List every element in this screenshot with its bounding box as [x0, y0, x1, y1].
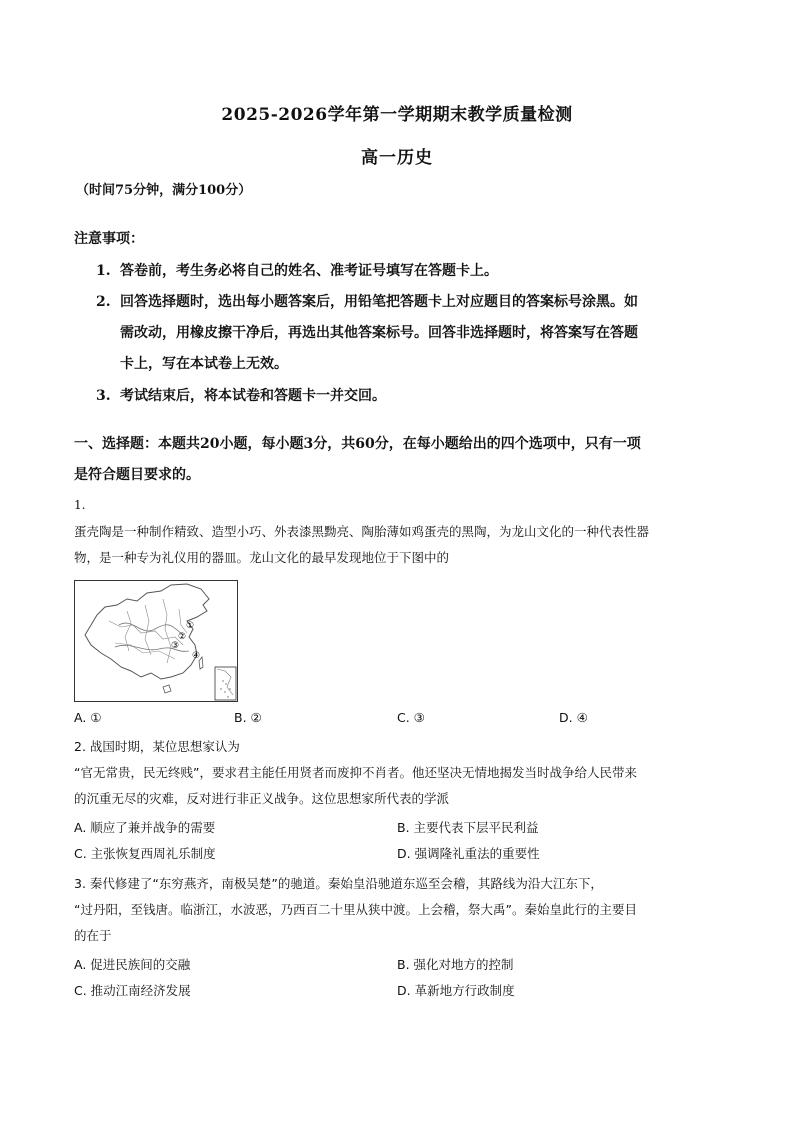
question-1-number: 1.	[74, 498, 86, 512]
option-c[interactable]: C. ③	[397, 710, 425, 725]
time-note: （时间75分钟，满分100分）	[76, 183, 252, 198]
question-stem-line: 的在于	[74, 928, 112, 943]
notice-item-text: 考试结束后，将本试卷和答题卡一并交回。	[120, 388, 386, 404]
section-heading-line2: 是符合题目要求的。	[74, 467, 200, 483]
option-b[interactable]: B. 强化对地方的控制	[397, 957, 514, 972]
notice-item-1	[96, 256, 720, 287]
notice-heading: 注意事项：	[74, 231, 144, 247]
notice-item-2	[96, 287, 720, 380]
question-stem-line: 物，是一种专为礼仪用的器皿。龙山文化的最早发现地位于下图中的	[74, 550, 450, 565]
notice-item-text-line2: 需改动，用橡皮擦干净后，再选出其他答案标号。回答非选择题时，将答案写在答题	[120, 325, 638, 341]
notice-item-text-line1: 回答选择题时，选出每小题答案后，用铅笔把答题卡上对应题目的答案标号涂黑。如	[120, 294, 638, 310]
question-stem-line: 蛋壳陶是一种制作精致、造型小巧、外表漆黑黝亮、陶胎薄如鸡蛋壳的黑陶，为龙山文化的一种代表性器	[74, 524, 650, 539]
question-3-stem	[74, 871, 720, 949]
option-c[interactable]: C. 主张恢复西周礼乐制度	[74, 846, 216, 861]
notice-item-text: 答卷前，考生务必将自己的姓名、准考证号填写在答题卡上。	[120, 263, 498, 279]
section-heading	[74, 429, 720, 491]
exam-subject: 高一历史	[361, 148, 433, 168]
question-stem-line: 的沉重无尽的灾难，反对进行非正义战争。这位思想家所代表的学派	[74, 791, 450, 806]
question-2-stem	[74, 734, 720, 812]
notice-item-3	[96, 381, 720, 412]
map-mark-2: ②	[178, 632, 187, 642]
exam-title: 2025-2026学年第一学期期末教学质量检测	[221, 105, 573, 125]
china-outline	[85, 584, 209, 679]
hainan-island	[163, 685, 171, 693]
china-map-graphic	[75, 581, 237, 701]
option-d[interactable]: D. 革新地方行政制度	[397, 983, 515, 998]
option-a[interactable]: A. ①	[74, 710, 102, 725]
option-d[interactable]: D. ④	[559, 710, 588, 725]
notice-item-number: 3.	[96, 388, 111, 404]
option-c[interactable]: C. 推动江南经济发展	[74, 983, 191, 998]
option-a[interactable]: A. 促进民族间的交融	[74, 957, 191, 972]
notice-item-number: 1.	[96, 263, 111, 279]
map-mark-3: ③	[171, 641, 180, 651]
option-b[interactable]: B. ②	[234, 710, 262, 725]
question-stem-line: “过丹阳，至钱唐。临浙江，水波恶，乃西百二十里从狭中渡。上会稽，祭大禹”。秦始皇此行的主要目	[74, 902, 637, 917]
option-d[interactable]: D. 强调隆礼重法的重要性	[397, 846, 540, 861]
question-stem-line: 2. 战国时期，某位思想家认为	[74, 739, 240, 754]
china-map-figure	[74, 580, 238, 702]
question-stem-line: 3. 秦代修建了“东穷燕齐，南极吴楚”的驰道。秦始皇沿驰道东巡至会稽，其路线为沿大江东下，	[74, 876, 603, 891]
notice-item-number: 2.	[96, 294, 111, 310]
map-mark-1: ①	[186, 621, 195, 631]
map-mark-4: ④	[192, 651, 201, 661]
option-b[interactable]: B. 主要代表下层平民利益	[397, 820, 539, 835]
question-1-stem	[74, 519, 720, 571]
section-heading-line1: 一、选择题：本题共20小题，每小题3分，共60分，在每小题给出的四个选项中，只有一项	[74, 436, 641, 452]
notice-item-text-line3: 卡上，写在本试卷上无效。	[120, 356, 288, 372]
option-a[interactable]: A. 顺应了兼并战争的需要	[74, 820, 216, 835]
question-stem-line: “官无常贵，民无终贱”，要求君主能任用贤者而废抑不肖者。他还坚决无情地揭发当时战争给人民带来	[74, 765, 637, 780]
